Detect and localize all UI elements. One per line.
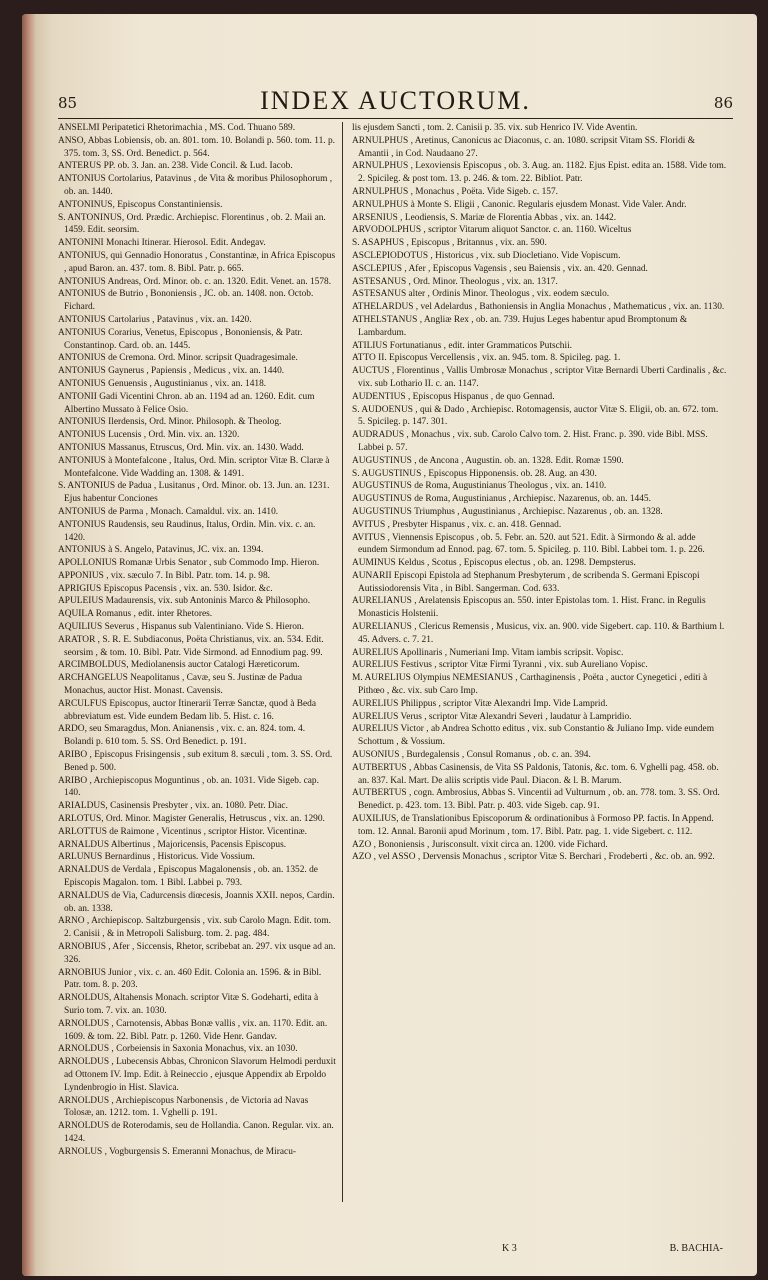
index-entry: AURELIUS Philippus , scriptor Vitæ Alexandri Imp. Vide Lamprid. <box>352 698 608 709</box>
catchword: B. BACHIA- <box>669 1243 723 1254</box>
index-entry: ANTONINUS, Episcopus Constantiniensis. <box>58 199 223 210</box>
left-page-number: 85 <box>58 94 78 112</box>
index-entry: ARNULPHUS , Monachus , Poëta. Vide Sigeb. c. 157. <box>352 186 559 197</box>
index-entry: APRIGIUS Episcopus Pacensis , vix. an. 530. Isidor. &c. <box>58 583 273 594</box>
index-entry: ASCLEPIODOTUS , Historicus , vix. sub Diocletiano. Vide Vopiscum. <box>352 250 621 261</box>
index-entry: ARNOLDUS, Altahensis Monach. scriptor Vitæ S. Godeharti, edita à Surio tom. 7. vix. an. 1030. <box>58 993 319 1016</box>
index-entry: AQUILIUS Severus , Hispanus sub Valentiniano. Vide S. Hieron. <box>58 622 304 633</box>
index-entry: ANTONIUS à S. Angelo, Patavinus, JC. vix. an. 1394. <box>58 545 264 556</box>
index-entry: ANTONIUS Raudensis, seu Raudinus, Italus, Ordin. Min. vix. c. an. 1420. <box>58 519 316 543</box>
index-entry: ARNULPHUS à Monte S. Eligii , Canonic. Regularis ejusdem Monast. Vide Valer. Andr. <box>352 199 687 210</box>
index-entry: ARSENIUS , Leodiensis, S. Mariæ de Florentia Abbas , vix. an. 1442. <box>352 212 617 223</box>
right-page-number: 86 <box>713 94 733 112</box>
index-entry: AURELIANUS , Arelatensis Episcopus an. 550. inter Epistolas tom. 1. Hist. Franc. in Regulis Monasticis Holstenii. <box>352 596 706 620</box>
index-entry: AQUILA Romanus , edit. inter Rhetores. <box>58 609 213 620</box>
index-entry: ANTONIUS, qui Gennadio Honoratus , Constantinæ, in Africa Episcopus , apud Baron. an. 437. tom. 8. Bibl. Patr. p. 665. <box>58 250 336 274</box>
index-entry: AVITUS , Presbyter Hispanus , vix. c. an. 418. Gennad. <box>352 519 562 530</box>
index-entry: ARNALDUS de Verdala , Episcopus Magalonensis , ob. an. 1352. de Episcopis Magalon. tom. 1 Bibl. Labbei p. 793. <box>58 865 318 889</box>
index-entry: AUDRADUS , Monachus , vix. sub. Carolo Calvo tom. 2. Hist. Franc. p. 390. vide Bibl. MSS. Labbei p. 57. <box>352 430 708 453</box>
index-entry: S. AUDOENUS , qui & Dado , Archiepisc. Rotomagensis, auctor Vitæ S. Eligii, ob. an. 672. tom. 5. Spicileg. p. 147. 301. <box>352 404 719 428</box>
header-rule <box>58 118 733 119</box>
index-entry: ANTONIUS de Parma , Monach. Camaldul. vix. an. 1410. <box>58 506 279 517</box>
index-entry: ANTONIUS Massanus, Etruscus, Ord. Min. vix. an. 1430. Wadd. <box>58 442 304 453</box>
index-entry: ANTONIUS Andreas, Ord. Minor. ob. c. an. 1320. Edit. Venet. an. 1578. <box>58 276 332 287</box>
index-entry: ARNULPHUS , Aretinus, Canonicus ac Diaconus, c. an. 1080. scripsit Vitam SS. Floridi & Amantii , in Cod. Naudaano 27. <box>352 135 695 159</box>
index-entry: APPONIUS , vix. sæculo 7. In Bibl. Patr. tom. 14. p. 98. <box>58 570 270 581</box>
index-entry: ARNOBIUS Junior , vix. c. an. 460 Edit. Colonia an. 1596. & in Bibl. Patr. tom. 8. p. 203. <box>58 967 322 991</box>
index-entry: AZO , vel ASSO , Dervensis Monachus , scriptor Vitæ S. Berchari , Frodeberti , &c. ob. an. 992. <box>352 852 715 863</box>
index-entry: ATHELSTANUS , Angliæ Rex , ob. an. 739. Hujus Leges habentur apud Bromptonum & Lambardum. <box>352 314 688 338</box>
index-entry: ARLUNUS Bernardinus , Historicus. Vide Vossium. <box>58 852 255 863</box>
index-entry: AUXILIUS, de Translationibus Episcoporum & ordinationibus à Formoso PP. factis. In Append. tom. 12. Annal. Baronii apud Morinum , tom. 17. Bibl. Patr. pag. 1. vide Sigebert. c. 112. <box>352 814 714 837</box>
index-entry: AUGUSTINUS de Roma, Augustinianus Theologus , vix. an. 1410. <box>352 481 607 492</box>
index-entry: ANTONIUS Corarius, Venetus, Episcopus , Bononiensis, & Patr. Constantinop. Card. ob. an. 1445. <box>58 327 303 351</box>
index-entry: M. AURELIUS Olympius NEMESIANUS , Carthaginensis , Poëta , auctor Cynegetici , editi à Pithœo , &c. vix. sub Caro Imp. <box>352 673 708 697</box>
index-entry: AUCTUS , Florentinus , Vallis Umbrosæ Monachus , scriptor Vitæ Bernardi Uberti Cardinalis , &c. vix. sub Lothario II. c. an. 1147. <box>352 366 727 389</box>
index-entry: ARNOLDUS , Carnotensis, Abbas Bonæ vallis , vix. an. 1170. Edit. an. 1609. & tom. 22. Bibl. Patr. p. 1260. Vide Henr. Gandav. <box>58 1018 328 1042</box>
index-entry: AUSONIUS , Burdegalensis , Consul Romanus , ob. c. an. 394. <box>352 750 591 761</box>
index-entry: ARIBO , Episcopus Frisingensis , sub exitum 8. sæculi , tom. 3. SS. Ord. Bened p. 500. <box>58 750 333 773</box>
index-entry: ANTONIUS de Cremona. Ord. Minor. scripsit Quadragesimale. <box>58 353 298 364</box>
index-entry: ARNOBIUS , Afer , Siccensis, Rhetor, scribebat an. 297. vix usque ad an. 326. <box>58 942 336 965</box>
index-entry: ANTONIUS de Butrio , Bononiensis , JC. ob. an. 1408. non. Octob. Fichard. <box>58 289 314 313</box>
column-divider <box>342 122 343 1202</box>
index-entry: AUNARII Episcopi Epistola ad Stephanum Presbyterum , de scribenda S. Germani Episcopi Autissiodorensis Vita , in Bibl. Sangerman. Cod. 633. <box>352 570 700 594</box>
index-entry: ANSELMI Peripatetici Rhetorimachia , MS. Cod. Thuano 589. <box>58 123 296 133</box>
index-entry: ANTERUS PP. ob. 3. Jan. an. 238. Vide Concil. & Lud. Iacob. <box>58 161 293 172</box>
index-entry: ANTONIUS Lucensis , Ord. Min. vix. an. 1320. <box>58 430 240 441</box>
index-entry: ANTONII Gadi Vicentini Chron. ab an. 1194 ad an. 1260. Edit. cum Albertino Mussato à Felice Osio. <box>58 391 315 415</box>
index-entry: ARATOR , S. R. E. Subdiaconus, Poëta Christianus, vix. an. 534. Edit. seorsim , & tom. 10. Bibl. Patr. Vide Sirmond. ad Ennodium pag. 99. <box>58 634 324 658</box>
index-entry: ARIBO , Archiepiscopus Moguntinus , ob. an. 1031. Vide Sigeb. cap. 140. <box>58 775 319 799</box>
index-entry: ARNALDUS Albertinus , Majoricensis, Pacensis Episcopus. <box>58 839 287 850</box>
book-page <box>22 14 757 1276</box>
index-entry: AUGUSTINUS , de Ancona , Augustin. ob. an. 1328. Edit. Romæ 1590. <box>352 455 624 466</box>
index-entry: ASTESANUS , Ord. Minor. Theologus , vix. an. 1317. <box>352 276 558 287</box>
index-entry: AZO , Bononiensis , Jurisconsult. vixit circa an. 1200. vide Fichard. <box>352 839 608 850</box>
index-entry: AUGUSTINUS de Roma, Augustinianus , Archiepisc. Nazarenus, ob. an. 1445. <box>352 494 651 505</box>
index-entry: AURELIUS Festivus , scriptor Vitæ Firmi Tyranni , vix. sub Aureliano Vopisc. <box>352 660 648 671</box>
index-entry: ARNOLDUS de Roterodamis, seu de Hollandia. Canon. Regular. vix. an. 1424. <box>58 1121 334 1144</box>
index-entry: ARNOLUS , Vogburgensis S. Emeranni Monachus, de Miracu- <box>58 1146 296 1157</box>
page-title: INDEX AUCTORUM. <box>260 86 531 115</box>
index-entry: ARNO , Archiepiscop. Saltzburgensis , vix. sub Carolo Magn. Edit. tom. 2. Canisii , & in Metropoli Salisburg. tom. 2. pag. 484. <box>58 916 331 940</box>
index-entry: ATILIUS Fortunatianus , edit. inter Grammaticos Putschii. <box>352 340 573 351</box>
index-entry: AURELIUS Verus , scriptor Vitæ Alexandri Severi , laudatur à Lampridio. <box>352 711 632 722</box>
index-entry: ARLOTTUS de Raimone , Vicentinus , scriptor Histor. Vicentinæ. <box>58 826 308 837</box>
index-entry: ARIALDUS, Casinensis Presbyter , vix. an. 1080. Petr. Diac. <box>58 801 288 812</box>
index-entry: AVITUS , Viennensis Episcopus , ob. 5. Febr. an. 520. aut 521. Edit. à Sirmondo & al. adde eundem Sirmondum ad Ennod. pag. 67. tom. 5. Spicileg. p. 110. Bibl. Labbei tom. 1. p. 226. <box>352 532 705 556</box>
index-entry: ANSO, Abbas Lobiensis, ob. an. 801. tom. 10. Bolandi p. 560. tom. 11. p. 375. tom. 3, SS. Ord. Benedict. p. 564. <box>58 135 335 159</box>
page-header <box>58 86 733 120</box>
index-entry: AUTBERTUS , cogn. Ambrosius, Abbas S. Vincentii ad Vulturnum , ob. an. 778. tom. 3. SS. Ord. Benedict. p. 423. tom. 13. Bibl. Patr. p. 403. vide Sigeb. cap. 91. <box>352 788 720 812</box>
index-entry: ANTONIUS à Montefalcone , Italus, Ord. Min. scriptor Vitæ B. Claræ à Montefalcone. Vide Wadding an. 1308. & 1491. <box>58 455 330 479</box>
index-entry: ARNALDUS de Via, Cadurcensis diœcesis, Joannis XXII. nepos, Cardin. ob. an. 1338. <box>58 890 335 914</box>
index-entry: AURELIUS Apollinaris , Numeriani Imp. Vitam iambis scripsit. Vopisc. <box>352 647 624 658</box>
index-entry: AURELIUS Victor , ab Andrea Schotto editus , vix. sub Constantio & Juliano Imp. vide eundem Schottum , & Vossium. <box>352 724 714 748</box>
signature-mark: K 3 <box>502 1243 517 1254</box>
index-entry: ASCLEPIUS , Afer , Episcopus Vagensis , seu Baiensis , vix. an. 420. Gennad. <box>352 263 648 274</box>
index-entry: ANTONIUS Cortolarius, Patavinus , de Vita & moribus Philosophorum , ob. an. 1440. <box>58 174 333 197</box>
index-entry: ARNOLDUS , Archiepiscopus Narbonensis , de Victoria ad Navas Tolosæ, an. 1212. tom. 1. Vghelli p. 191. <box>58 1095 309 1119</box>
index-entry: ANTONIUS Cartolarius , Patavinus , vix. an. 1420. <box>58 314 252 325</box>
index-entry: ANTONIUS Gaynerus , Papiensis , Medicus , vix. an. 1440. <box>58 366 285 377</box>
index-entry: ATHELARDUS , vel Adelardus , Bathoniensis in Anglia Monachus , Mathematicus , vix. an. 1130. <box>352 302 725 313</box>
index-entry: ATTO II. Episcopus Vercellensis , vix. an. 945. tom. 8. Spicileg. pag. 1. <box>352 353 621 364</box>
index-entry: ANTONIUS Genuensis , Augustinianus , vix. an. 1418. <box>58 378 267 389</box>
index-entry: S. ASAPHUS , Episcopus , Britannus , vix. an. 590. <box>352 238 547 249</box>
index-entry: ARDO, seu Smaragdus, Mon. Anianensis , vix. c. an. 824. tom. 4. Bolandi p. 610 tom. 5. SS. Ord Benedict. p. 191. <box>58 724 306 748</box>
index-entry: lis ejusdem Sancti , tom. 2. Canisii p. 35. vix. sub Henrico IV. Vide Aventin. <box>352 123 638 133</box>
right-column <box>352 122 727 864</box>
index-entry: ARLOTUS, Ord. Minor. Magister Generalis, Hetruscus , vix. an. 1290. <box>58 814 325 825</box>
index-entry: ARCHANGELUS Neapolitanus , Cavæ, seu S. Justinæ de Padua Monachus, auctor Hist. Monast. Cavensis. <box>58 673 303 697</box>
index-entry: AUTBERTUS , Abbas Casinensis, de Vita SS Paldonis, Tatonis, &c. tom. 6. Vghelli pag. 458. ob. an. 837. Kal. Mart. De aliis scriptis vide Paul. Diacon. & l. B. Marum. <box>352 762 719 786</box>
index-entry: APULEIUS Madaurensis, vix. sub Antoninis Marco & Philosopho. <box>58 596 311 607</box>
index-entry: AUMINUS Keldus , Scotus , Episcopus electus , ob. an. 1298. Dempsterus. <box>352 558 636 569</box>
index-entry: ARVODOLPHUS , scriptor Vitarum aliquot Sanctor. c. an. 1160. Wiceltus <box>352 225 632 236</box>
index-entry: ARNOLDUS , Lubecensis Abbas, Chronicon Slavorum Helmodi perduxit ad Ottonem IV. Imp. Edit. à Reineccio , ejusque Appendix ab Erpoldo Lyndenbrogio in Hist. Slavica. <box>58 1057 336 1093</box>
index-entry: ARNOLDUS , Corbeiensis in Saxonia Monachus, vix. an 1030. <box>58 1044 298 1055</box>
index-entry: ANTONIUS Ilerdensis, Ord. Minor. Philosoph. & Theolog. <box>58 417 282 428</box>
index-entry: AUGUSTINUS Triumphus , Augustinianus , Archiepisc. Nazarenus , ob. an. 1328. <box>352 506 663 517</box>
index-entry: APOLLONIUS Romanæ Urbis Senator , sub Commodo Imp. Hieron. <box>58 558 320 569</box>
index-entry: AUDENTIUS , Episcopus Hispanus , de quo Gennad. <box>352 391 555 402</box>
index-entry: S. ANTONIUS de Padua , Lusitanus , Ord. Minor. ob. 13. Jun. an. 1231. Ejus habentur Conciones <box>58 481 330 505</box>
index-entry: ASTESANUS alter , Ordinis Minor. Theologus , vix. eodem sæculo. <box>352 289 610 300</box>
index-entry: S. ANTONINUS, Ord. Prædic. Archiepisc. Florentinus , ob. 2. Maii an. 1459. Edit. seorsim. <box>58 212 326 236</box>
index-entry: ARCULFUS Episcopus, auctor Itinerarii Terræ Sanctæ, quod à Beda abbreviatum est. Vide eundem Bedam lib. 5. Hist. c. 16. <box>58 698 316 722</box>
index-entry: ARCIMBOLDUS, Mediolanensis auctor Catalogi Hæreticorum. <box>58 660 300 671</box>
left-column <box>58 122 336 1159</box>
index-entry: S. AUGUSTINUS , Episcopus Hipponensis. ob. 28. Aug. an 430. <box>352 468 597 479</box>
index-entry: ANTONINI Monachi Itinerar. Hierosol. Edit. Andegav. <box>58 238 266 249</box>
index-entry: AURELIANUS , Clericus Remensis , Musicus, vix. an. 900. vide Sigebert. cap. 110. & Barthium l. 45. Advers. c. 7. 21. <box>352 622 725 645</box>
index-entry: ARNULPHUS , Lexoviensis Episcopus , ob. 3. Aug. an. 1182. Ejus Epist. edita an. 1588. Vide tom. 2. Spicileg. & post tom. 13. p. 246. & tom. 22. Bibliot. Patr. <box>352 161 727 185</box>
